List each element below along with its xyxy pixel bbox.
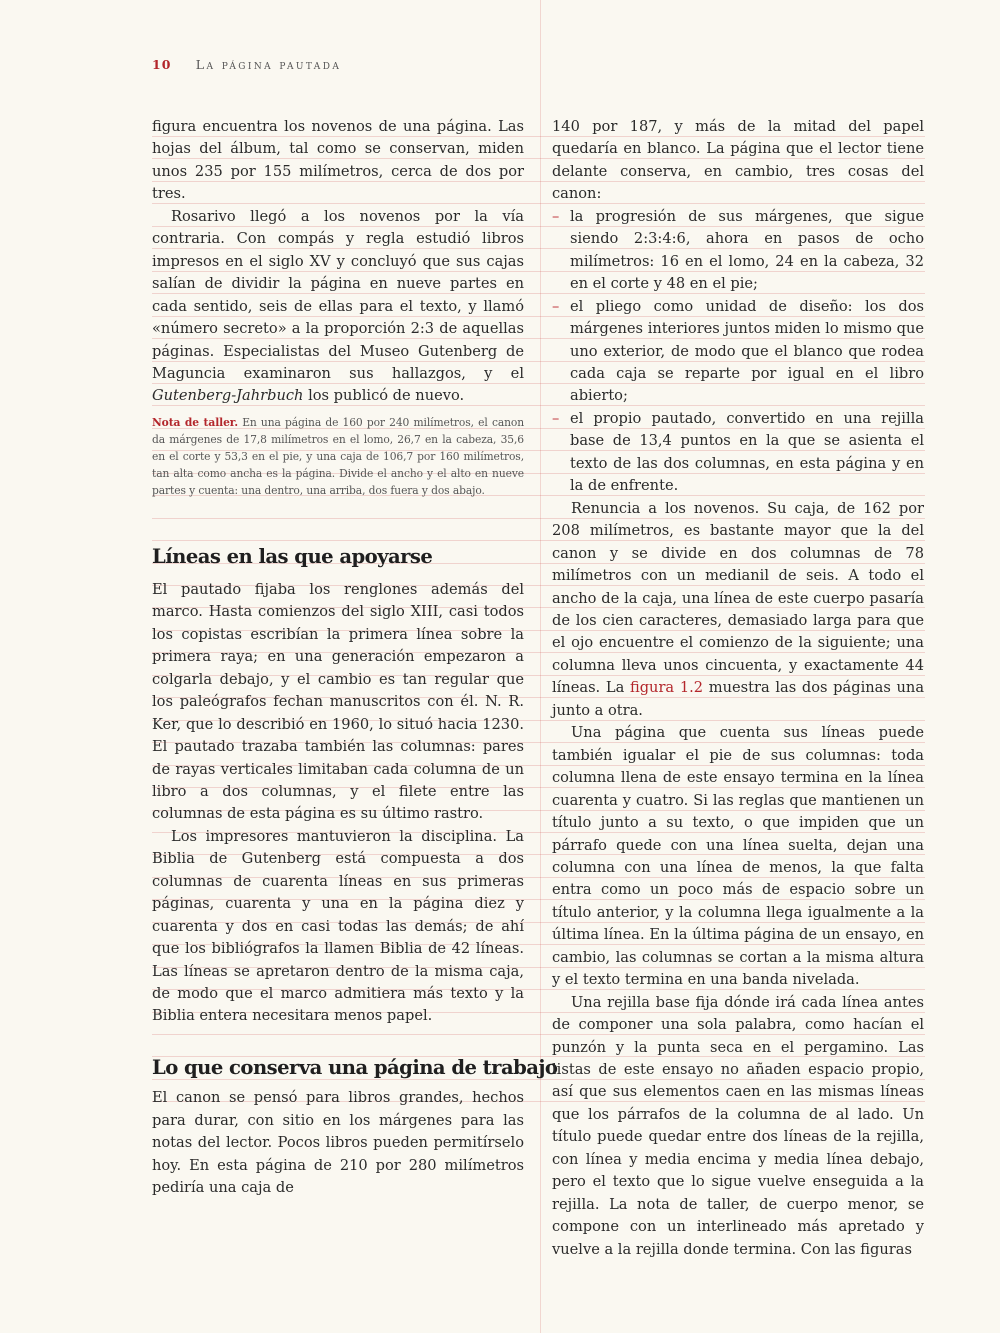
section-title: La página pautada <box>195 57 342 72</box>
paragraph: 140 por 187, y más de la mitad del papel quedaría en blanco. La página que el lector tiene delante conserva, en cambio, tres cosas del canon: <box>552 118 924 203</box>
paragraph: figura encuentra los novenos de una página. Las hojas del álbum, tal como se conservan, miden unos 235 por 155 milímetros, cerca de dos por tres. <box>152 118 524 203</box>
paragraph: Una página que cuenta sus líneas puede también igualar el pie de sus columnas: toda columna llena de este ensayo termina en la línea cuarenta y cuatro. Si las reglas que mantienen un título junto a su texto, o que impiden que un párrafo quede con una línea suelta, dejan una columna con una línea de menos, la que falta entra como un poco más de espacio sobre un título anterior, y la columna llega igualmente a la última línea. En la última página de un ensayo, en cambio, las columnas se cortan a la misma altura y el texto termina en una banda nivelada. <box>552 724 924 989</box>
paragraph: El pautado fijaba los renglones además del marco. Hasta comienzos del siglo XIII, casi todos los copistas escribían la primera línea sobre la primera raya; en una generación empezaron a colgarla debajo, y el cambio es tan regular que los paleógrafos fechan manuscritos con él. N. R. Ker, que lo describió en 1960, lo situó hacia 1230. El pautado trazaba también las columnas: pares de rayas verticales limitaban cada columna de un libro a dos columnas, y el filete entre las columnas de esta página es su último rastro. <box>152 580 524 823</box>
dash-bullet: – <box>552 207 560 225</box>
workshop-note <box>152 415 524 500</box>
note-label: Nota de taller. <box>152 415 238 429</box>
list-item: – la progresión de sus márgenes, que sigue siendo 2:3:4:6, ahora en pasos de ocho milímetros: 16 en el lomo, 24 en la cabeza, 32 en el corte y 48 en el pie; <box>552 207 924 293</box>
paragraph: Los impresores mantuvieron la disciplina. La Biblia de Gutenberg está compuesta a dos columnas de cuarenta líneas en sus primeras páginas, cuarenta y una en la página diez y cuarenta y dos en casi todas las demás; de ahí que los bibliógrafos la llamen Biblia de 42 líneas. Las líneas se apretaron dentro de la misma caja, de modo que el marco admitiera más texto y la Biblia entera necesitara menos papel. <box>152 827 524 1025</box>
paragraph: Rosarivo llegó a los novenos por la vía contraria. Con compás y regla estudió libros impresos en el siglo XV y concluyó que sus cajas salían de dividir la página en nueve partes en cada sentido, seis de ellas para el texto, y llamó «número secreto» a la proporción 2:3 de aquellas páginas. Especialistas del Museo Gutenberg de Maguncia examinaron sus hallazgos, y el Gutenberg-Jahrbuch los publicó de nuevo. <box>152 207 524 405</box>
left-column <box>152 116 558 1200</box>
book-title: Gutenberg-Jahrbuch <box>152 387 304 405</box>
list-item: – el pliego como unidad de diseño: los dos márgenes interiores juntos miden lo mismo que uno exterior, de modo que el blanco que rodea cada caja se reparte por igual en el libro abierto; <box>552 297 924 405</box>
figure-reference-link[interactable]: figura 1.2 <box>629 679 704 697</box>
dash-bullet: – <box>552 409 560 427</box>
note-text: En una página de 160 por 240 milímetros, el canon da márgenes de 17,8 milímetros en el lomo, 26,7 en la cabeza, 35,6 en el corte y 53,3 en el pie, y una caja de 106,7 por 160 milímetros, tan alta como ancha es la página. Divide el ancho y el alto en nueve partes y cuenta: una dentro, una arriba, dos fuera y dos abajo. <box>152 415 524 497</box>
paragraph: Renuncia a los novenos. Su caja, de 162 por 208 milímetros, es bastante mayor que la del canon y se divide en dos columnas de 78 milímetros con un medianil de seis. A todo el ancho de la caja, una línea de este cuerpo pasaría de los cien caracteres, demasiado larga para que el ojo encuentre el comienzo de la siguiente; una columna lleva unos cincuenta, y exactamente 44 líneas. La figura 1.2 muestra las dos páginas una junto a otra. <box>552 499 925 719</box>
page-number: 10 <box>152 57 172 72</box>
dash-bullet: – <box>552 297 560 315</box>
paragraph: El canon se pensó para libros grandes, hechos para durar, con sitio en los márgenes para las notas del lector. Pocos libros pueden permitírselo hoy. En esta página de 210 por 280 milímetros pediría una caja de <box>152 1089 524 1197</box>
section-heading: Líneas en las que apoyarse <box>152 545 433 569</box>
right-column <box>552 116 924 1261</box>
section-heading: Lo que conserva una página de trabajo <box>152 1055 558 1079</box>
paragraph: Una rejilla base fija dónde irá cada línea antes de componer una sola palabra, como hacían el punzón y la punta seca en el pergamino. Las listas de este ensayo no añaden espacio propio, así que sus elementos caen en las mismas líneas que los párrafos de la columna de al lado. Un título puede quedar entre dos líneas de la rejilla, con línea y media encima y media línea debajo, pero el texto que lo sigue vuelve enseguida a la rejilla. La nota de taller, de cuerpo menor, se compone con un interlineado más apretado y vuelve a la rejilla donde termina. Con las figuras <box>552 993 924 1258</box>
dash-list <box>552 206 924 498</box>
list-item: – el propio pautado, convertido en una rejilla base de 13,4 puntos en la que se asienta el texto de las dos columnas, en esta página y en la de enfrente. <box>552 409 924 495</box>
column-gutter-rule <box>540 0 541 1333</box>
running-head <box>152 57 341 72</box>
